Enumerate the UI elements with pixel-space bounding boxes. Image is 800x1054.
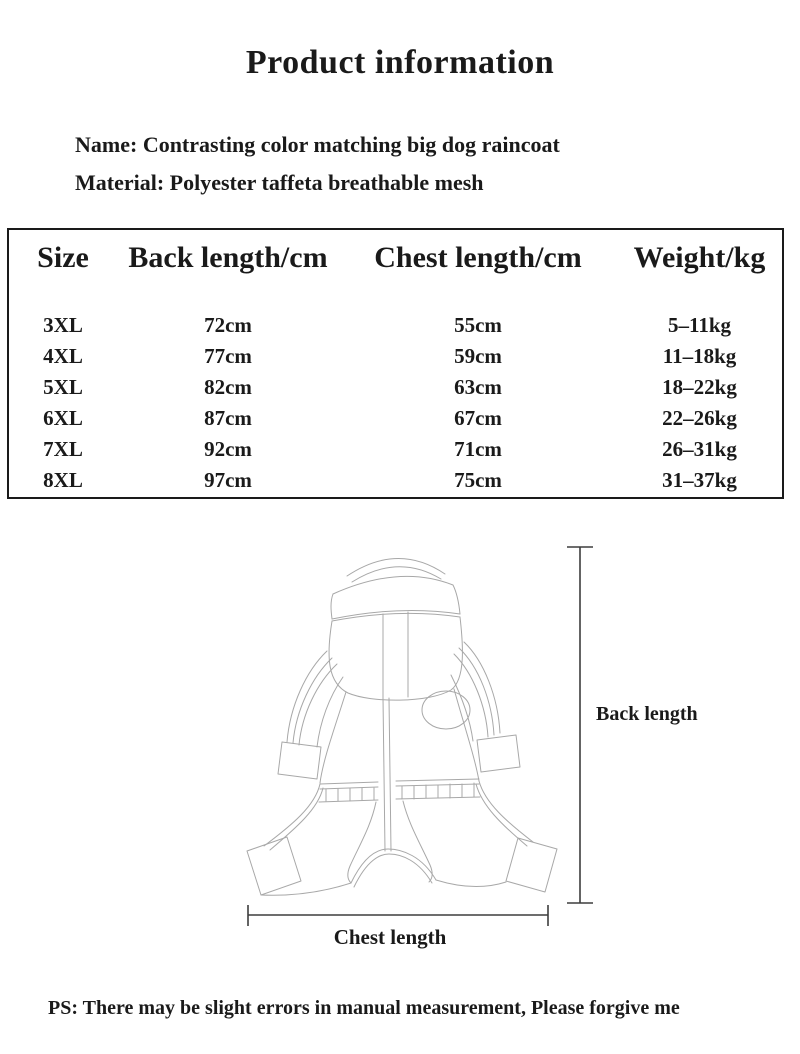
chest-cell: 55cm [454, 313, 502, 337]
weight-cell: 22–26kg [662, 406, 737, 430]
chest-cell: 63cm [454, 375, 502, 399]
product-material-value: Polyester taffeta breathable mesh [169, 170, 484, 195]
back-length-label: Back length [596, 703, 698, 725]
chest-cell: 67cm [454, 406, 502, 430]
dog-raincoat-sketch [230, 520, 800, 965]
chest-length-label: Chest length [333, 925, 447, 949]
weight-cell: 31–37kg [662, 468, 737, 492]
table-row [9, 434, 782, 465]
size-chart-body [9, 310, 782, 496]
back-cell: 72cm [204, 313, 252, 337]
back-cell: 82cm [204, 375, 252, 399]
back-cell: 77cm [204, 344, 252, 368]
size-chart-table [7, 228, 784, 499]
size-cell: 6XL [43, 406, 83, 430]
chest-cell: 59cm [454, 344, 502, 368]
table-row [9, 465, 782, 496]
page-title: Product information [245, 44, 555, 81]
weight-cell: 18–22kg [662, 375, 737, 399]
size-cell: 4XL [43, 344, 83, 368]
table-row [9, 310, 782, 341]
weight-cell: 11–18kg [662, 344, 737, 368]
size-cell: 8XL [43, 468, 83, 492]
column-header-weight: Weight/kg [633, 241, 766, 274]
ps-disclaimer: PS: There may be slight errors in manual measurement, Please forgive me [48, 997, 680, 1019]
chest-cell: 71cm [454, 437, 502, 461]
chest-cell: 75cm [454, 468, 502, 492]
table-row [9, 372, 782, 403]
raincoat-outline [247, 558, 557, 895]
size-cell: 5XL [43, 375, 83, 399]
size-chart-header-row [9, 230, 782, 286]
column-header-size: Size [37, 241, 89, 274]
size-cell: 7XL [43, 437, 83, 461]
weight-cell: 5–11kg [667, 313, 732, 337]
product-name-line [75, 132, 560, 158]
product-name-value: Contrasting color matching big dog raincoat [142, 132, 560, 157]
product-name-label: Name: [75, 132, 138, 157]
column-header-back: Back length/cm [128, 241, 328, 274]
back-cell: 87cm [204, 406, 252, 430]
weight-cell: 26–31kg [662, 437, 737, 461]
product-material-line [75, 170, 484, 196]
back-cell: 92cm [204, 437, 252, 461]
back-cell: 97cm [204, 468, 252, 492]
column-header-chest: Chest length/cm [374, 241, 582, 274]
table-row [9, 403, 782, 434]
size-cell: 3XL [43, 313, 83, 337]
table-row [9, 341, 782, 372]
product-material-label: Material: [75, 170, 165, 195]
